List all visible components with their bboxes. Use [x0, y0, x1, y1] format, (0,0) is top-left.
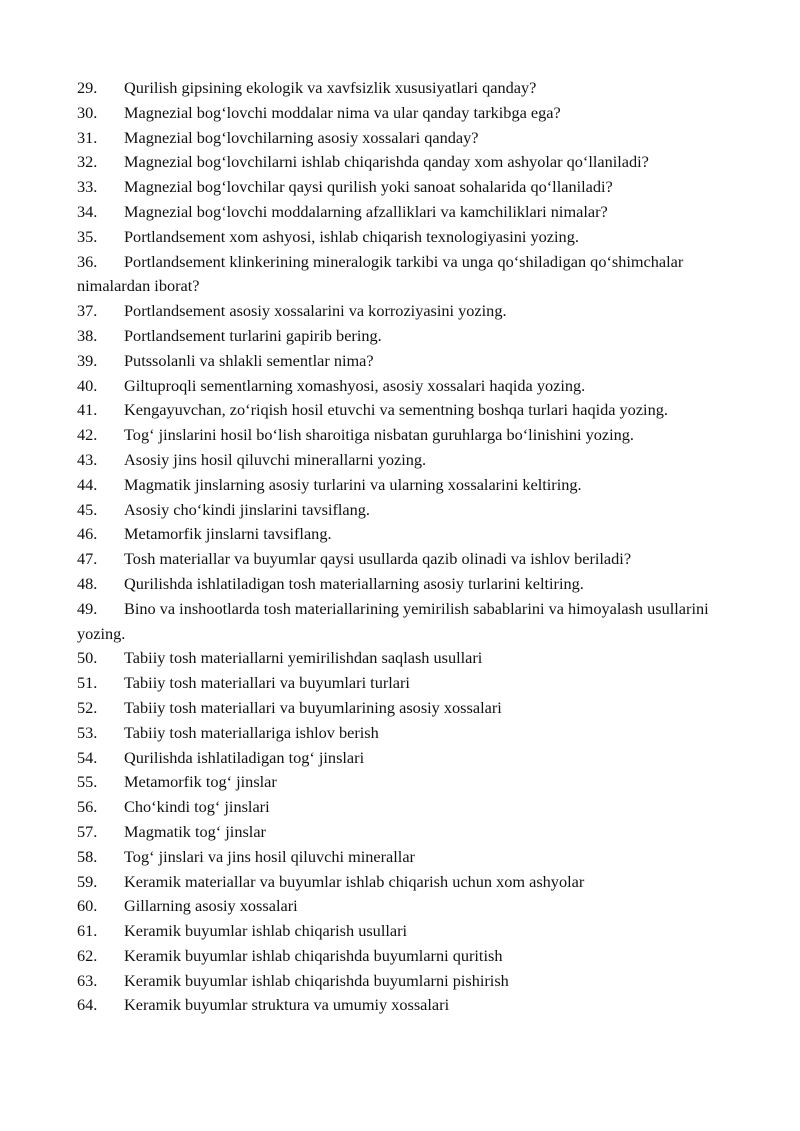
question-text: Qurilishda ishlatiladigan tosh materiallarning asosiy turlarini keltiring. [124, 573, 584, 593]
question-text: Keramik buyumlar struktura va umumiy xossalari [124, 995, 450, 1015]
list-item [77, 770, 737, 795]
list-item [77, 299, 737, 324]
question-number: 45. [77, 499, 98, 519]
question-text: Tosh materiallar va buyumlar qaysi usullarda qazib olinadi va ishlov beriladi? [124, 549, 632, 569]
list-item [77, 795, 737, 820]
question-text: Magmatik jinslarning asosiy turlarini va ularning xossalarini keltiring. [124, 474, 582, 494]
question-text: Gillarning asosiy xossalari [124, 896, 298, 916]
question-number: 34. [77, 201, 98, 221]
question-text: Portlandsement xom ashyosi, ishlab chiqarish texnologiyasini yozing. [124, 226, 579, 246]
question-number: 38. [77, 325, 98, 345]
question-number: 43. [77, 449, 98, 469]
question-text: Tabiiy tosh materiallarni yemirilishdan saqlash usullari [124, 648, 483, 668]
question-number: 64. [77, 995, 98, 1015]
question-text: Keramik buyumlar ishlab chiqarishda buyumlarni quritish [124, 945, 503, 965]
question-text: Magnezial bog‘lovchi moddalarning afzalliklari va kamchiliklari nimalar? [124, 201, 608, 221]
question-number: 53. [77, 722, 98, 742]
list-item [77, 374, 737, 399]
question-text: Portlandsement turlarini gapirib bering. [124, 325, 382, 345]
question-number: 42. [77, 425, 98, 445]
question-text: Tabiiy tosh materiallariga ishlov berish [124, 722, 379, 742]
question-text: Keramik buyumlar ishlab chiqarish usullari [124, 921, 408, 941]
question-text: Tabiiy tosh materiallari va buyumlarining asosiy xossalari [124, 697, 502, 717]
list-item [77, 597, 737, 647]
question-text: Magnezial bog‘lovchilarning asosiy xossalari qanday? [124, 127, 479, 147]
list-item [77, 894, 737, 919]
question-text: Tog‘ jinslari va jins hosil qiluvchi minerallar [124, 846, 415, 866]
question-number: 37. [77, 301, 98, 321]
list-item [77, 76, 737, 101]
question-number: 60. [77, 896, 98, 916]
question-text: Magnezial bog‘lovchilar qaysi qurilish yoki sanoat sohalarida qo‘llaniladi? [124, 177, 613, 197]
list-item [77, 969, 737, 994]
question-number: 44. [77, 474, 98, 494]
list-item [77, 473, 737, 498]
question-text: Portlandsement asosiy xossalarini va korroziyasini yozing. [124, 301, 507, 321]
question-number: 63. [77, 970, 98, 990]
question-text: Magmatik tog‘ jinslar [124, 821, 266, 841]
question-number: 48. [77, 573, 98, 593]
question-number: 46. [77, 524, 98, 544]
list-item [77, 993, 737, 1018]
list-item [77, 225, 737, 250]
question-number: 33. [77, 177, 98, 197]
question-number: 47. [77, 549, 98, 569]
question-number: 41. [77, 400, 98, 420]
list-item [77, 448, 737, 473]
list-item [77, 572, 737, 597]
list-item [77, 126, 737, 151]
question-text: Keramik buyumlar ishlab chiqarishda buyumlarni pishirish [124, 970, 509, 990]
question-number: 39. [77, 350, 98, 370]
question-text: Keramik materiallar va buyumlar ishlab chiqarish uchun xom ashyolar [124, 871, 585, 891]
question-text: Asosiy jins hosil qiluvchi minerallarni yozing. [124, 449, 427, 469]
question-number: 51. [77, 673, 98, 693]
question-number: 52. [77, 697, 98, 717]
question-number: 59. [77, 871, 98, 891]
question-text: Asosiy cho‘kindi jinslarini tavsiflang. [124, 499, 370, 519]
question-number: 58. [77, 846, 98, 866]
list-item [77, 423, 737, 448]
question-text: Portlandsement klinkerining mineralogik tarkibi va unga qo‘shiladigan qo‘shimchalar nimalardan iborat? [77, 251, 684, 296]
question-number: 54. [77, 747, 98, 767]
question-number: 30. [77, 102, 98, 122]
question-text: Metamorfik jinslarni tavsiflang. [124, 524, 332, 544]
question-number: 29. [77, 78, 98, 97]
question-number: 32. [77, 152, 98, 172]
question-text: Cho‘kindi tog‘ jinslari [124, 797, 270, 817]
list-item [77, 845, 737, 870]
question-text: Magnezial bog‘lovchilarni ishlab chiqarishda qanday xom ashyolar qo‘llaniladi? [124, 152, 649, 172]
list-item [77, 498, 737, 523]
question-text: Tog‘ jinslarini hosil bo‘lish sharoitiga nisbatan guruhlarga bo‘linishini yozing. [124, 425, 634, 445]
question-text: Bino va inshootlarda tosh materiallarining yemirilish sabablarini va himoyalash usullarini yozing. [77, 598, 709, 643]
list-item [77, 721, 737, 746]
question-number: 49. [77, 598, 98, 618]
question-number: 31. [77, 127, 98, 147]
list-item [77, 820, 737, 845]
list-item [77, 324, 737, 349]
question-number: 55. [77, 772, 98, 792]
question-text: Magnezial bog‘lovchi moddalar nima va ular qanday tarkibga ega? [124, 102, 561, 122]
question-number: 50. [77, 648, 98, 668]
question-text: Metamorfik tog‘ jinslar [124, 772, 277, 792]
question-text: Giltuproqli sementlarning xomashyosi, asosiy xossalari haqida yozing. [124, 375, 586, 395]
list-item [77, 870, 737, 895]
list-item [77, 746, 737, 771]
question-text: Tabiiy tosh materiallari va buyumlari turlari [124, 673, 410, 693]
question-number: 57. [77, 821, 98, 841]
list-item [77, 671, 737, 696]
list-item [77, 175, 737, 200]
question-number: 61. [77, 921, 98, 941]
question-number: 36. [77, 251, 98, 271]
list-item [77, 522, 737, 547]
question-list [77, 76, 737, 1018]
list-item [77, 696, 737, 721]
list-item [77, 101, 737, 126]
list-item [77, 200, 737, 225]
list-item [77, 150, 737, 175]
list-item [77, 349, 737, 374]
question-text: Kengayuvchan, zo‘riqish hosil etuvchi va sementning boshqa turlari haqida yozing. [124, 400, 668, 420]
question-text: Putssolanli va shlakli sementlar nima? [124, 350, 374, 370]
list-item [77, 398, 737, 423]
list-item [77, 919, 737, 944]
list-item [77, 250, 737, 300]
question-text: Qurilish gipsining ekologik va xavfsizlik xususiyatlari qanday? [124, 78, 537, 97]
list-item [77, 547, 737, 572]
question-number: 40. [77, 375, 98, 395]
question-text: Qurilishda ishlatiladigan tog‘ jinslari [124, 747, 365, 767]
list-item [77, 646, 737, 671]
question-number: 56. [77, 797, 98, 817]
list-item [77, 944, 737, 969]
question-number: 35. [77, 226, 98, 246]
question-number: 62. [77, 945, 98, 965]
